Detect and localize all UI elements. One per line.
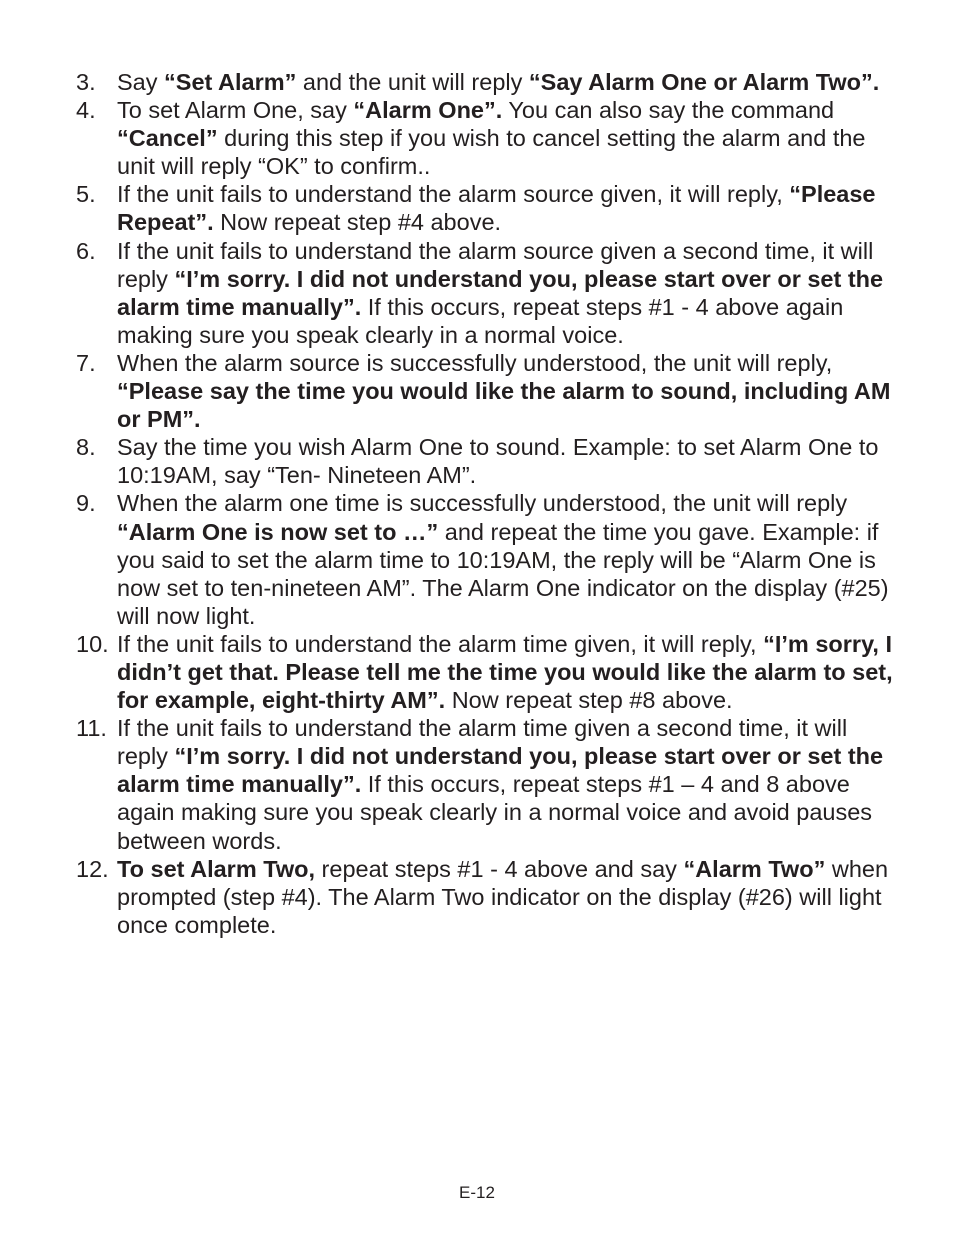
step-number: 10. bbox=[76, 630, 109, 657]
step-text-segment: Say bbox=[117, 69, 165, 95]
step-text bbox=[117, 714, 896, 854]
step-item bbox=[76, 630, 896, 714]
step-text-segment: If the unit fails to understand the alarm source given, it will reply, bbox=[117, 181, 790, 208]
step-text-bold: “Please say the time you would like the alarm to sound, including AM or PM”. bbox=[117, 378, 891, 433]
step-number: 5. bbox=[76, 181, 96, 208]
step-text bbox=[117, 855, 896, 939]
step-number: 3. bbox=[76, 69, 96, 95]
step-text bbox=[117, 237, 896, 349]
step-text-bold: “I’m sorry, I didn’t get that. Please tell me the time you would like the alarm to set, for example, eight-thirty AM”. bbox=[117, 630, 893, 714]
step-text-bold: “Set Alarm” bbox=[164, 69, 297, 95]
step-number: 6. bbox=[76, 237, 96, 264]
step-number: 12. bbox=[76, 855, 109, 882]
step-text bbox=[117, 349, 896, 433]
step-text-bold: “Alarm One”. bbox=[353, 97, 503, 124]
steps-list bbox=[76, 68, 896, 939]
step-item bbox=[76, 96, 896, 180]
step-text-bold: “Alarm One is now set to …” bbox=[117, 518, 439, 545]
instructions-content bbox=[76, 68, 896, 939]
step-text bbox=[117, 96, 896, 180]
step-text-bold: “Alarm Two” bbox=[683, 855, 826, 882]
step-item bbox=[76, 714, 896, 854]
step-text-segment: and the unit will reply bbox=[296, 69, 529, 95]
step-item bbox=[76, 433, 896, 489]
step-text bbox=[117, 433, 896, 489]
step-text-segment: Say the time you wish Alarm One to sound. Example: to set Alarm One to 10:19AM, say “Ten- Nineteen AM”. bbox=[117, 434, 879, 489]
step-text-bold: “Say Alarm One or Alarm Two”. bbox=[528, 69, 880, 95]
step-text bbox=[117, 630, 896, 714]
step-text-segment: When the alarm one time is successfully understood, the unit will reply bbox=[117, 490, 848, 517]
step-number: 7. bbox=[76, 349, 96, 376]
step-number: 11. bbox=[76, 715, 107, 742]
step-item bbox=[76, 180, 896, 236]
step-text bbox=[117, 68, 896, 96]
step-text-segment: Now repeat step #8 above. bbox=[445, 687, 733, 714]
step-text-segment: When the alarm source is successfully understood, the unit will reply, bbox=[117, 349, 833, 376]
step-item bbox=[76, 68, 896, 96]
step-item bbox=[76, 489, 896, 629]
step-text-bold: “Cancel” bbox=[117, 125, 218, 152]
step-text-segment: You can also say the command bbox=[502, 97, 835, 124]
step-item bbox=[76, 855, 896, 939]
step-text bbox=[117, 489, 896, 629]
step-text-segment: If the unit fails to understand the alarm source given a second time, it will reply bbox=[117, 237, 874, 292]
step-text-segment: and repeat the time you gave. Example: if you said to set the alarm time to 10:19AM, the reply will be “Alarm One is now set to ten-nineteen AM”. The Alarm One indicator on the display (#25) will now light. bbox=[117, 518, 889, 629]
step-number: 8. bbox=[76, 434, 96, 461]
step-number: 4. bbox=[76, 97, 96, 124]
step-text-segment: when prompted (step #4). The Alarm Two indicator on the display (#26) will light once complete. bbox=[117, 855, 889, 938]
step-text-segment: If this occurs, repeat steps #1 – 4 and 8 above again making sure you speak clearly in a normal voice and avoid pauses between words. bbox=[117, 771, 873, 854]
step-text-segment: If this occurs, repeat steps #1 - 4 above again making sure you speak clearly in a normal voice. bbox=[117, 293, 844, 348]
step-text-segment: during this step if you wish to cancel setting the alarm and the unit will reply “OK” to confirm.. bbox=[117, 125, 866, 180]
step-text-segment: If the unit fails to understand the alarm time given, it will reply, bbox=[117, 630, 764, 657]
step-text bbox=[117, 180, 896, 236]
step-text-segment: Now repeat step #4 above. bbox=[213, 209, 502, 236]
page-number: E-12 bbox=[459, 1183, 495, 1202]
step-text-segment: To set Alarm One, say bbox=[117, 97, 354, 124]
step-item bbox=[76, 349, 896, 433]
step-number: 9. bbox=[76, 490, 96, 517]
step-text-bold: “I’m sorry. I did not understand you, please start over or set the alarm time manually”. bbox=[117, 265, 884, 320]
step-text-segment: repeat steps #1 - 4 above and say bbox=[315, 855, 684, 882]
step-text-bold: To set Alarm Two, bbox=[117, 855, 316, 882]
step-text-bold: “I’m sorry. I did not understand you, please start over or set the alarm time manually”. bbox=[117, 743, 884, 798]
step-item bbox=[76, 237, 896, 349]
step-text-segment: If the unit fails to understand the alarm time given a second time, it will reply bbox=[117, 715, 848, 770]
step-text-bold: “Please Repeat”. bbox=[117, 181, 876, 236]
